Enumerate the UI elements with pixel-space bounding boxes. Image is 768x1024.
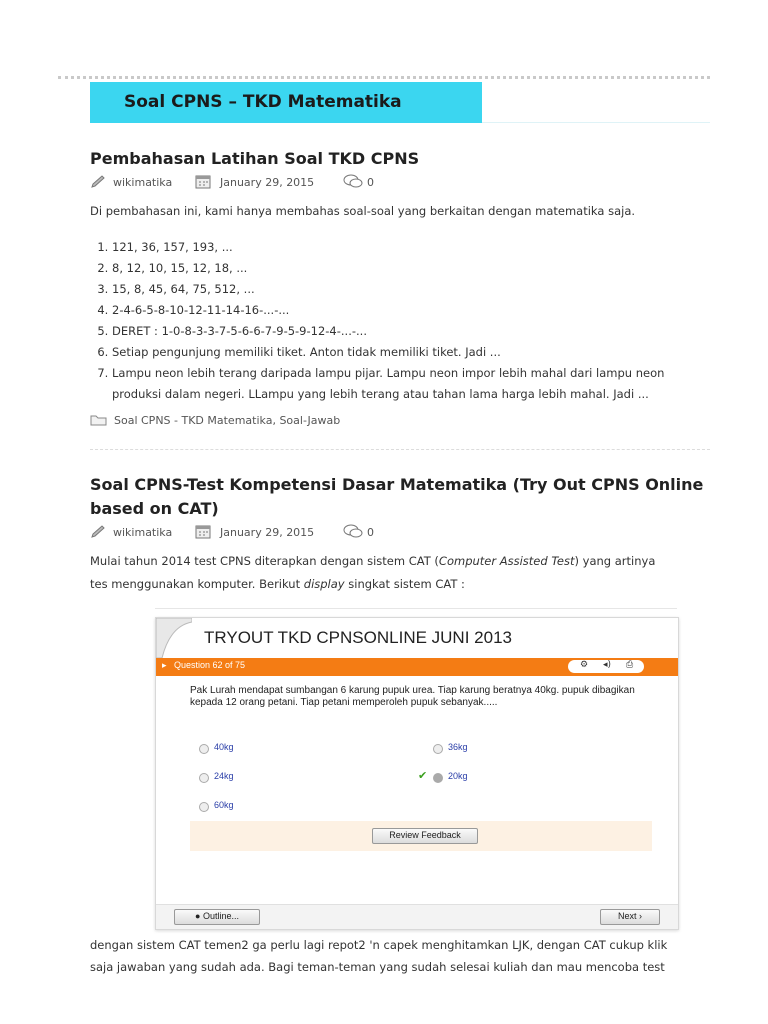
pencil-icon xyxy=(90,525,106,539)
question-list xyxy=(90,237,712,405)
option-radio-selected[interactable] xyxy=(433,773,443,783)
pencil-icon xyxy=(90,175,106,189)
post-title-1[interactable]: Pembahasan Latihan Soal TKD CPNS xyxy=(90,149,420,168)
option-radio[interactable] xyxy=(199,773,209,783)
comment-count[interactable]: 0 xyxy=(367,176,374,189)
review-feedback-button[interactable]: Review Feedback xyxy=(372,828,478,844)
post2-paragraph-2: tes menggunakan komputer. Berikut display singkat sistem CAT : xyxy=(90,577,465,591)
author-link[interactable]: wikimatika xyxy=(113,176,173,189)
sound-icon[interactable]: ◂) xyxy=(603,660,612,670)
post-separator xyxy=(90,449,710,450)
play-icon: ● xyxy=(195,911,203,921)
post-meta-2 xyxy=(90,524,390,542)
page-curl-icon xyxy=(156,618,192,658)
post-date: January 29, 2015 xyxy=(220,176,315,189)
post2-paragraph-3: dengan sistem CAT temen2 ga perlu lagi repot2 'n capek menghitamkan LJK, dengan CAT cukup klik xyxy=(90,938,668,952)
flag-icon: ▸ xyxy=(162,661,167,671)
calendar-icon xyxy=(195,174,211,189)
category-underline xyxy=(482,122,710,123)
category-title: Soal CPNS – TKD Matematika xyxy=(124,92,402,112)
comments-icon xyxy=(343,524,363,539)
figure-divider xyxy=(155,608,677,609)
author-link[interactable]: wikimatika xyxy=(113,526,173,539)
option-label[interactable]: 40kg xyxy=(214,742,234,752)
option-label[interactable]: 20kg xyxy=(448,771,468,781)
list-item: 3. 15, 8, 45, 64, 75, 512, ... xyxy=(112,279,712,300)
print-icon[interactable]: ⎙ xyxy=(626,660,634,670)
top-divider xyxy=(58,76,710,79)
folder-icon xyxy=(90,413,108,427)
cat-screenshot xyxy=(155,617,679,930)
list-item: 7. Lampu neon lebih terang daripada lampu pijar. Lampu neon impor lebih mahal dari lampu neon produksi dalam negeri. LLampu yang lebih terang atau tahan lama harga lebih mahal. Jadi ... xyxy=(112,363,712,405)
list-item: 1. 121, 36, 157, 193, ... xyxy=(112,237,712,258)
question-text: Pak Lurah mendapat sumbangan 6 karung pupuk urea. Tiap karung beratnya 40kg. pupuk dibagikan kepada 12 orang petani. Tiap petani memperoleh pupuk sebanyak..... xyxy=(190,685,635,708)
option-label[interactable]: 36kg xyxy=(448,742,468,752)
outline-button[interactable]: ● Outline... xyxy=(174,909,260,925)
list-item: 6. Setiap pengunjung memiliki tiket. Anton tidak memiliki tiket. Jadi ... xyxy=(112,342,712,363)
post-intro: Di pembahasan ini, kami hanya membahas soal-soal yang berkaitan dengan matematika saja. xyxy=(90,204,636,218)
comment-count[interactable]: 0 xyxy=(367,526,374,539)
calendar-icon xyxy=(195,524,211,539)
question-number: Question 62 of 75 xyxy=(174,660,246,670)
post2-paragraph-1: Mulai tahun 2014 test CPNS diterapkan dengan sistem CAT (Computer Assisted Test) yang artinya xyxy=(90,554,656,568)
option-label[interactable]: 24kg xyxy=(214,771,234,781)
option-label[interactable]: 60kg xyxy=(214,800,234,810)
toolbar-pill xyxy=(568,660,644,673)
next-button[interactable]: Next › xyxy=(600,909,660,925)
tag-links[interactable]: Soal CPNS - TKD Matematika, Soal-Jawab xyxy=(114,414,341,427)
list-item: 2. 8, 12, 10, 15, 12, 18, ... xyxy=(112,258,712,279)
option-radio[interactable] xyxy=(199,802,209,812)
post-date: January 29, 2015 xyxy=(220,526,315,539)
checkmark-icon: ✔ xyxy=(418,769,428,782)
question-bar xyxy=(156,658,678,676)
option-radio[interactable] xyxy=(199,744,209,754)
list-item: 4. 2-4-6-5-8-10-12-11-14-16-...-... xyxy=(112,300,712,321)
post-title-2[interactable]: Soal CPNS-Test Kompetensi Dasar Matematika (Try Out CPNS Online based on CAT) xyxy=(90,475,704,518)
option-radio[interactable] xyxy=(433,744,443,754)
post2-paragraph-4: saja jawaban yang sudah ada. Bagi teman-teman yang sudah selesai kuliah dan mau mencoba test xyxy=(90,960,665,974)
post-meta-1 xyxy=(90,174,390,192)
calculator-icon[interactable]: ⚙ xyxy=(580,660,589,670)
cat-header: TRYOUT TKD CPNSONLINE JUNI 2013 xyxy=(204,628,512,647)
list-item: 5. DERET : 1-0-8-3-3-7-5-6-6-7-9-5-9-12-4-...-... xyxy=(112,321,712,342)
comments-icon xyxy=(343,174,363,189)
